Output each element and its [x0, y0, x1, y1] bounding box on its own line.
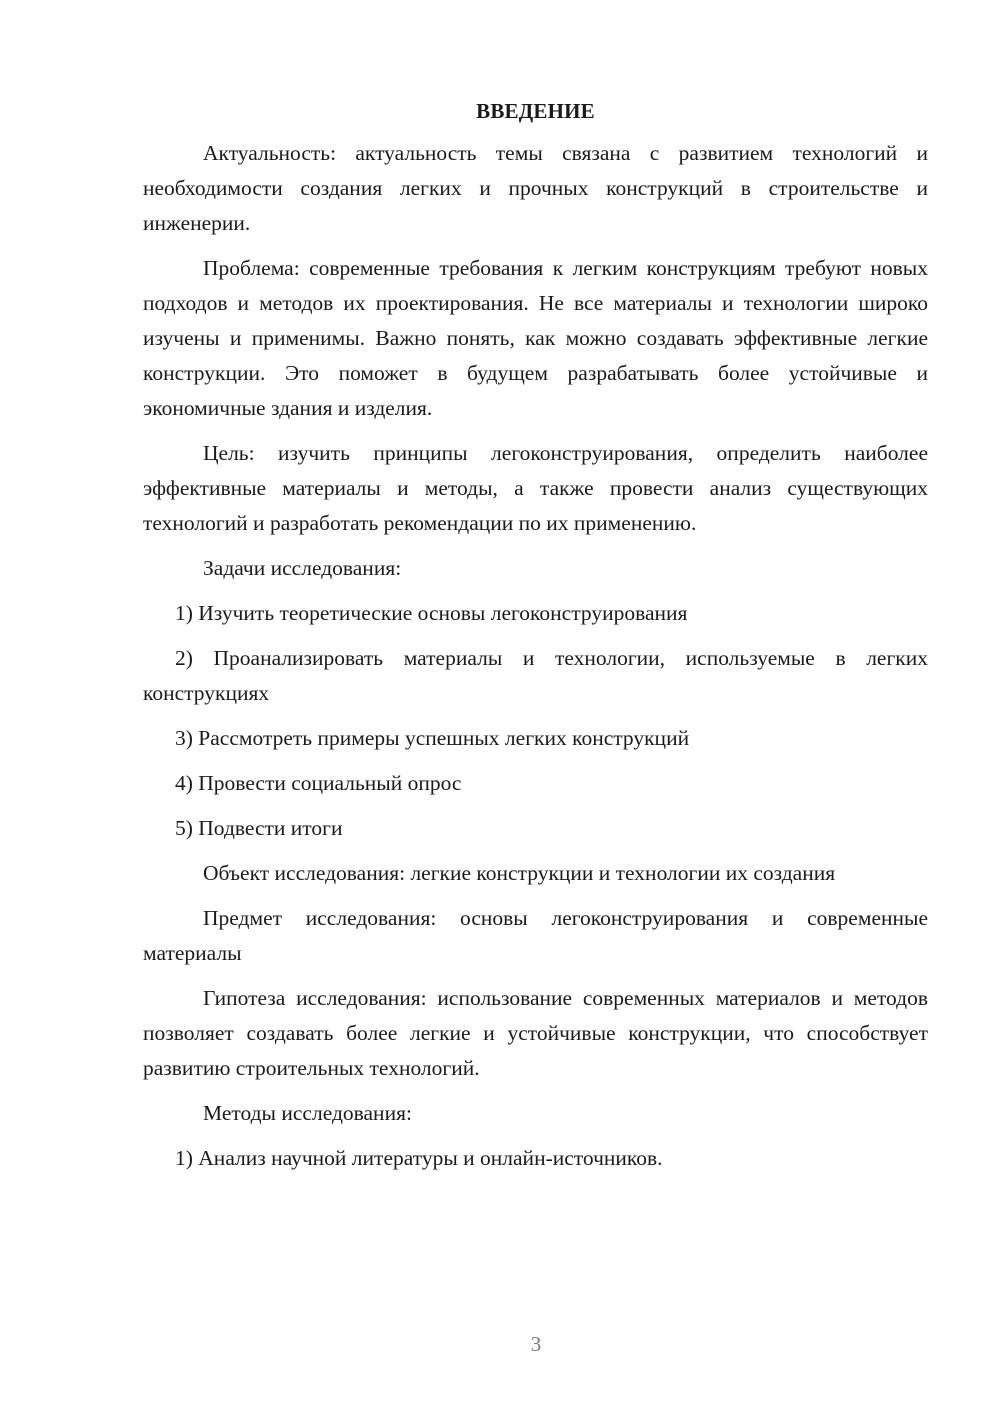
section-title: ВВЕДЕНИЕ — [476, 99, 595, 123]
task-item: 5) Подвести итоги — [175, 816, 343, 840]
goal-paragraph: Цель: изучить принципы легоконструирования, определить наиболее эффективные материалы и методы, а также провести анализ существующих технологий и разработать рекомендации по их применению. — [143, 441, 928, 535]
object-paragraph: Объект исследования: легкие конструкции и технологии их создания — [203, 861, 836, 885]
task-item: 3) Рассмотреть примеры успешных легких конструкций — [175, 726, 690, 750]
hypothesis-paragraph: Гипотеза исследования: использование современных материалов и методов позволяет создавать более легкие и устойчивые конструкции, что способствует развитию строительных технологий. — [143, 986, 928, 1080]
problem-paragraph: Проблема: современные требования к легким конструкциям требуют новых подходов и методов их проектирования. Не все материалы и технологии широко изучены и применимы. Важно понять, как можно создавать эффективные легкие конструкции. Это поможет в будущем разрабатывать более устойчивые и экономичные здания и изделия. — [143, 256, 928, 420]
task-item: 2) Проанализировать материалы и технологии, используемые в легких конструкциях — [143, 646, 928, 705]
page-number: 3 — [530, 1332, 542, 1356]
task-item: 4) Провести социальный опрос — [175, 771, 462, 795]
task-item: 1) Изучить теоретические основы легоконструирования — [175, 601, 688, 625]
subject-paragraph: Предмет исследования: основы легоконструирования и современные материалы — [143, 906, 928, 965]
methods-heading: Методы исследования: — [203, 1101, 412, 1125]
tasks-heading: Задачи исследования: — [203, 556, 402, 580]
method-item: 1) Анализ научной литературы и онлайн-источников. — [175, 1146, 663, 1170]
page-content — [143, 94, 928, 1186]
relevance-paragraph: Актуальность: актуальность темы связана с развитием технологий и необходимости создания легких и прочных конструкций в строительстве и инженерии. — [143, 141, 928, 235]
